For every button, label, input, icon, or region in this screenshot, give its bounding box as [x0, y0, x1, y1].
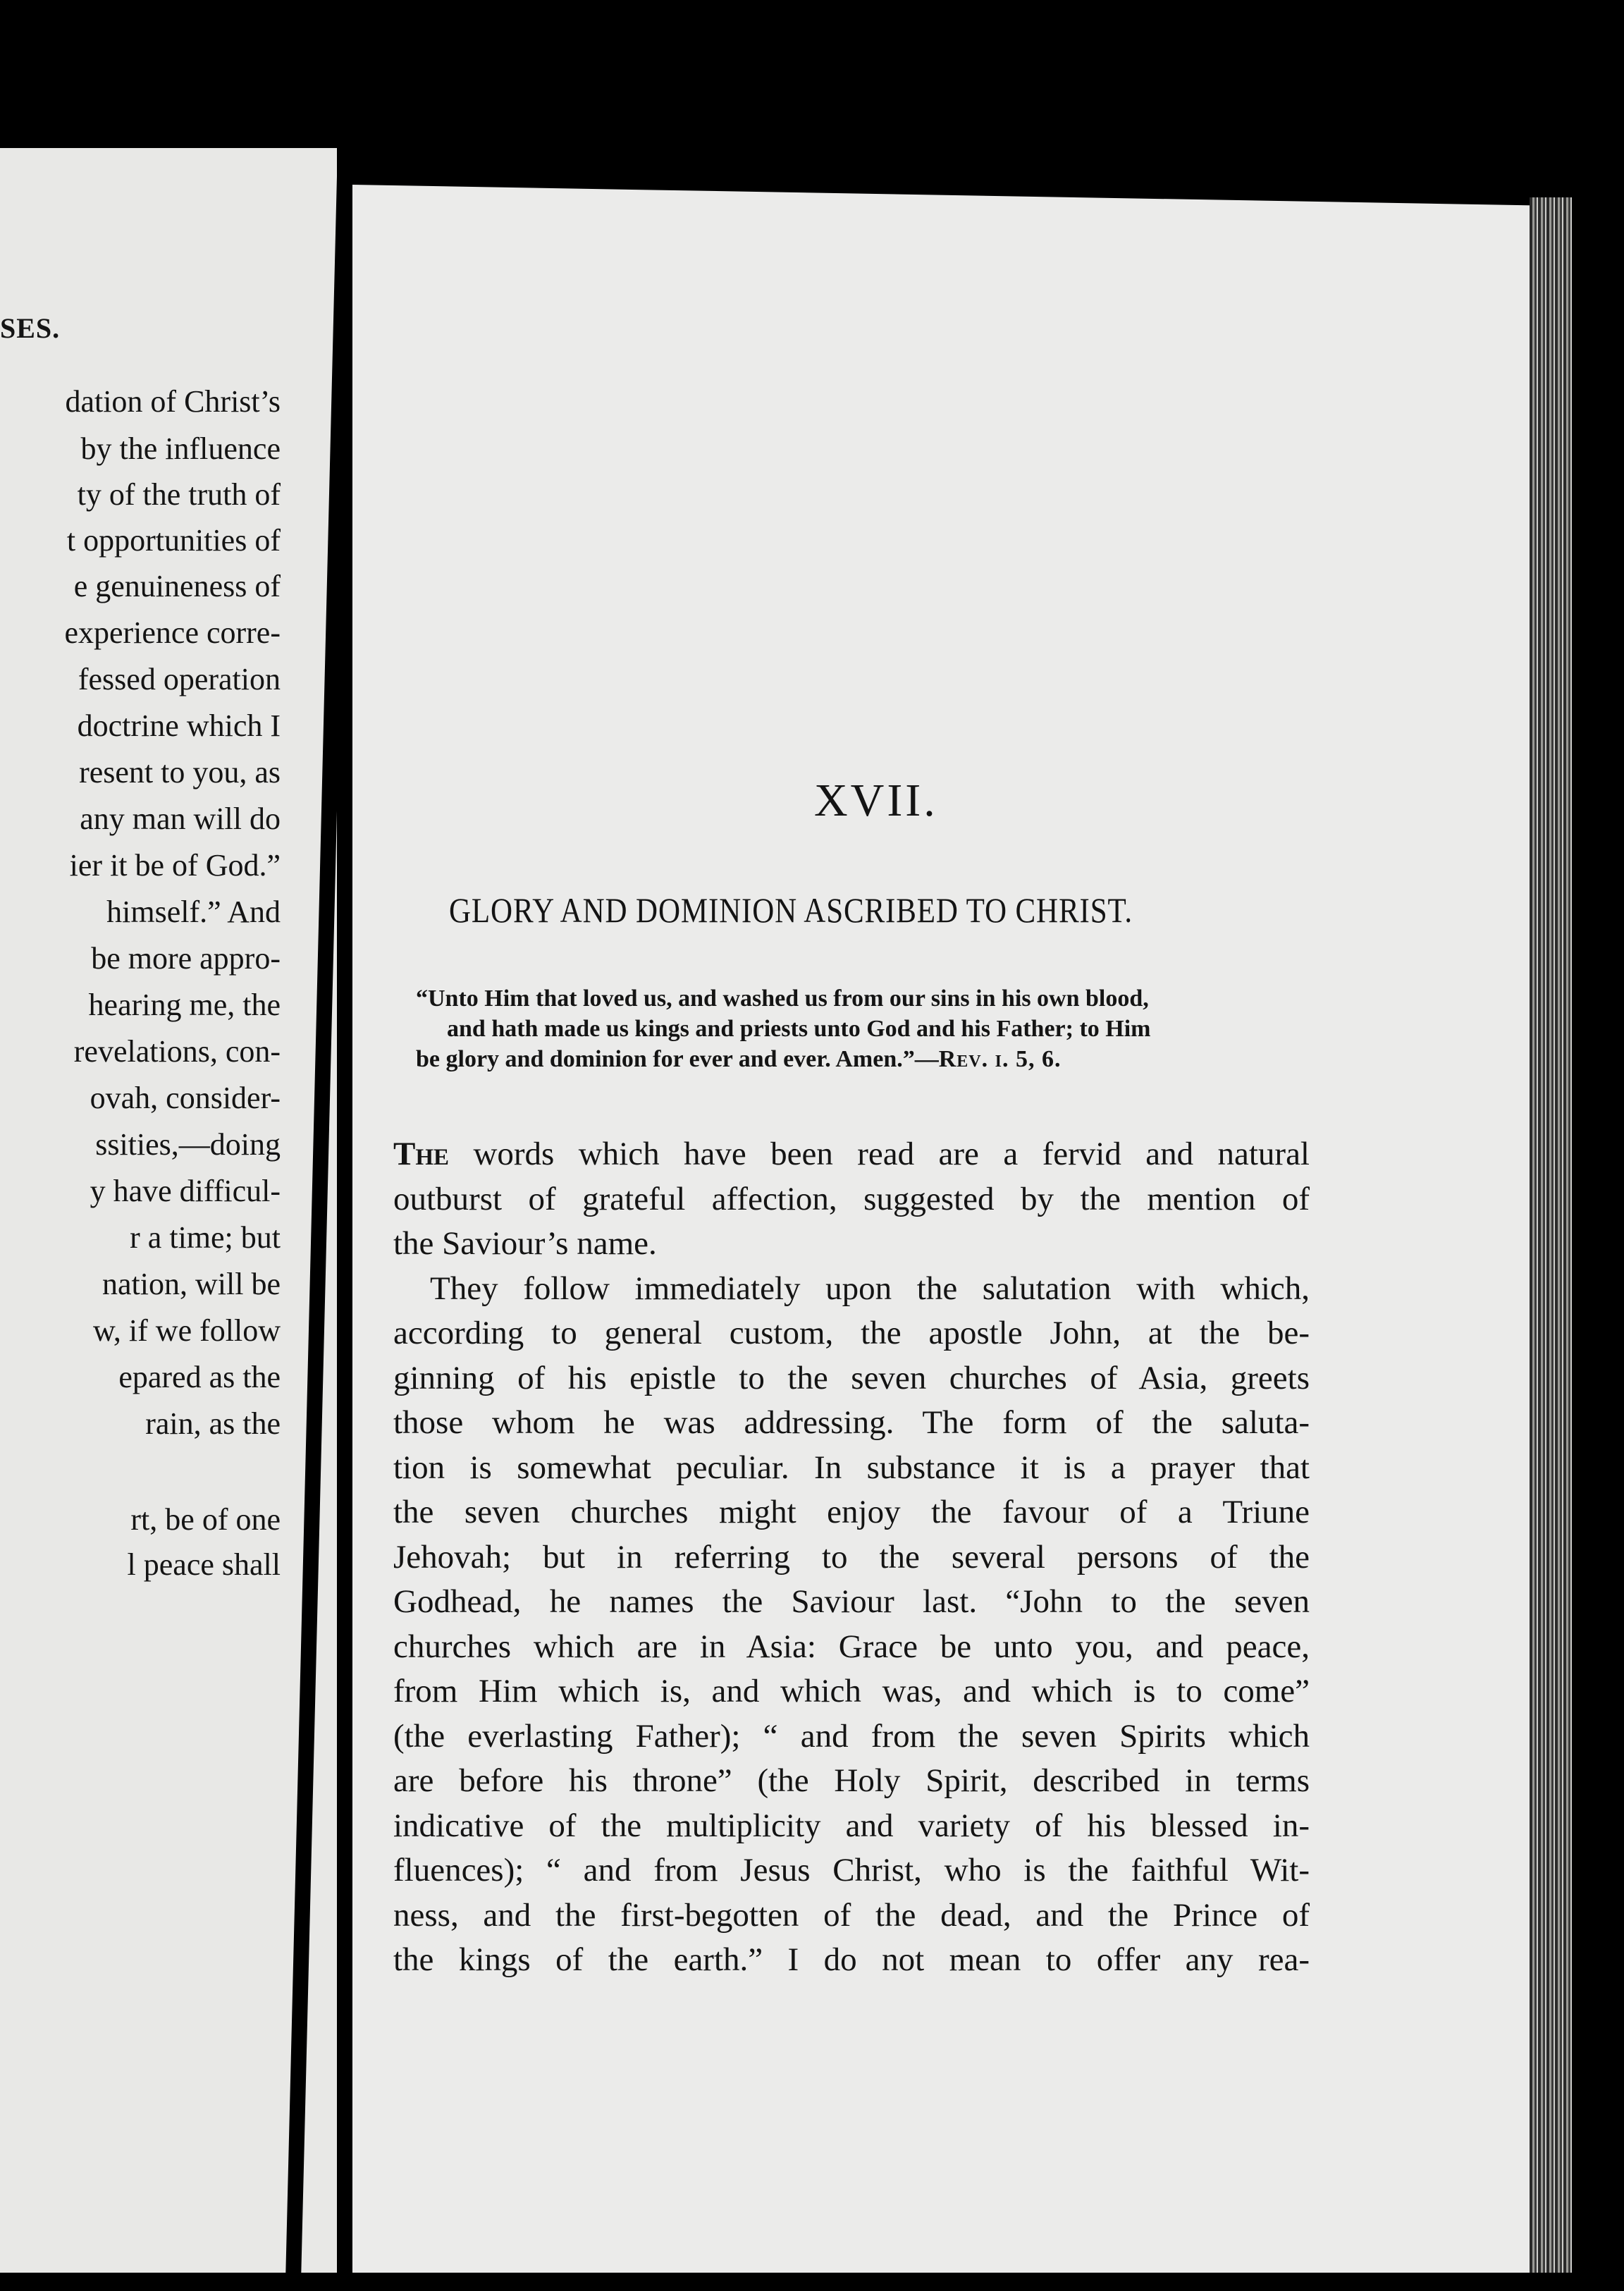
body-line: are before his throne” (the Holy Spirit, described in terms	[393, 1762, 1310, 1799]
left-page-line: experience corre-	[64, 615, 281, 650]
body-line: ness, and the first-begotten of the dead, and the Prince of	[393, 1896, 1310, 1934]
body-line: churches which are in Asia: Grace be unto you, and peace,	[393, 1628, 1310, 1665]
body-line: from Him which is, and which was, and which is to come”	[393, 1673, 1310, 1709]
body-line: Godhead, he names the Saviour last. “John to the seven	[393, 1583, 1310, 1620]
body-line: tion is somewhat peculiar. In substance it is a prayer that	[393, 1449, 1310, 1486]
body-line: the Saviour’s name.	[393, 1225, 657, 1262]
left-page-line: nation, will be	[102, 1267, 281, 1301]
left-page-line: by the influence	[80, 431, 281, 466]
chapter-title: GLORY AND DOMINION ASCRIBED TO CHRIST.	[449, 890, 1133, 930]
body-line: according to general custom, the apostle John, at the be-	[393, 1315, 1310, 1351]
body-line: those whom he was addressing. The form of the saluta-	[393, 1404, 1310, 1441]
page-edges	[1530, 197, 1572, 2273]
epigraph-line: and hath made us kings and priests unto God and his Father; to Him	[447, 1015, 1151, 1042]
body-line: They follow immediately upon the salutation with which,	[430, 1270, 1310, 1307]
left-page-line: resent to you, as	[79, 755, 281, 790]
body-line: the kings of the earth.” I do not mean to offer any rea-	[393, 1941, 1310, 1978]
left-page-line: r a time; but	[130, 1220, 281, 1255]
left-page-line: ovah, consider-	[90, 1081, 281, 1115]
left-page-line: l peace shall	[127, 1547, 281, 1582]
body-line: fluences); “ and from Jesus Christ, who is the faithful Wit-	[393, 1852, 1310, 1888]
left-page-line: y have difficul-	[90, 1174, 281, 1208]
left-page-line: ty of the truth of	[77, 477, 281, 512]
drop-word: The	[393, 1136, 450, 1172]
left-page-line: himself.” And	[106, 895, 281, 929]
left-page-line: e genuineness of	[73, 569, 281, 603]
left-facing-page	[0, 148, 337, 2273]
left-page-line: t opportunities of	[66, 523, 281, 558]
body-line	[393, 1132, 1310, 1177]
body-line: (the everlasting Father); “ and from the seven Spirits which	[393, 1717, 1310, 1755]
body-line: the seven churches might enjoy the favour of a Triune	[393, 1494, 1310, 1530]
epigraph-line: be glory and dominion for ever and ever. Amen.”—	[416, 1045, 939, 1072]
left-page-line: ssities,—doing	[95, 1127, 281, 1162]
left-page-line: rt, be of one	[130, 1502, 281, 1537]
epigraph-line: “Unto Him that loved us, and washed us from our sins in his own blood,	[416, 985, 1149, 1012]
body-line-text: words which have been read are a fervid and natural	[449, 1136, 1310, 1172]
body-line: ginning of his epistle to the seven churches of Asia, greets	[393, 1359, 1310, 1396]
body-line: outburst of grateful affection, suggested by the mention of	[393, 1180, 1310, 1217]
left-page-line: rain, as the	[145, 1406, 281, 1441]
body-text	[393, 1132, 1310, 1983]
left-page-line: ier it be of God.”	[69, 848, 281, 883]
left-page-line: dation of Christ’s	[65, 384, 281, 419]
left-page-line: any man will do	[80, 801, 281, 836]
left-page-line: epared as the	[118, 1360, 281, 1394]
left-page-line: revelations, con-	[73, 1034, 281, 1069]
left-running-header: SES.	[0, 312, 61, 344]
body-line: indicative of the multiplicity and variety of his blessed in-	[393, 1807, 1310, 1844]
left-page-line: be more appro-	[91, 941, 281, 976]
body-line: Jehovah; but in referring to the several persons of the	[393, 1538, 1310, 1576]
epigraph	[416, 984, 1360, 1074]
left-page-line: doctrine which I	[77, 708, 281, 743]
left-page-line: hearing me, the	[88, 988, 281, 1022]
left-page-line: w, if we follow	[93, 1313, 281, 1348]
chapter-number: XVII.	[814, 775, 938, 826]
scripture-reference: Rev. i. 5, 6.	[938, 1045, 1062, 1072]
left-page-line: fessed operation	[78, 662, 281, 696]
